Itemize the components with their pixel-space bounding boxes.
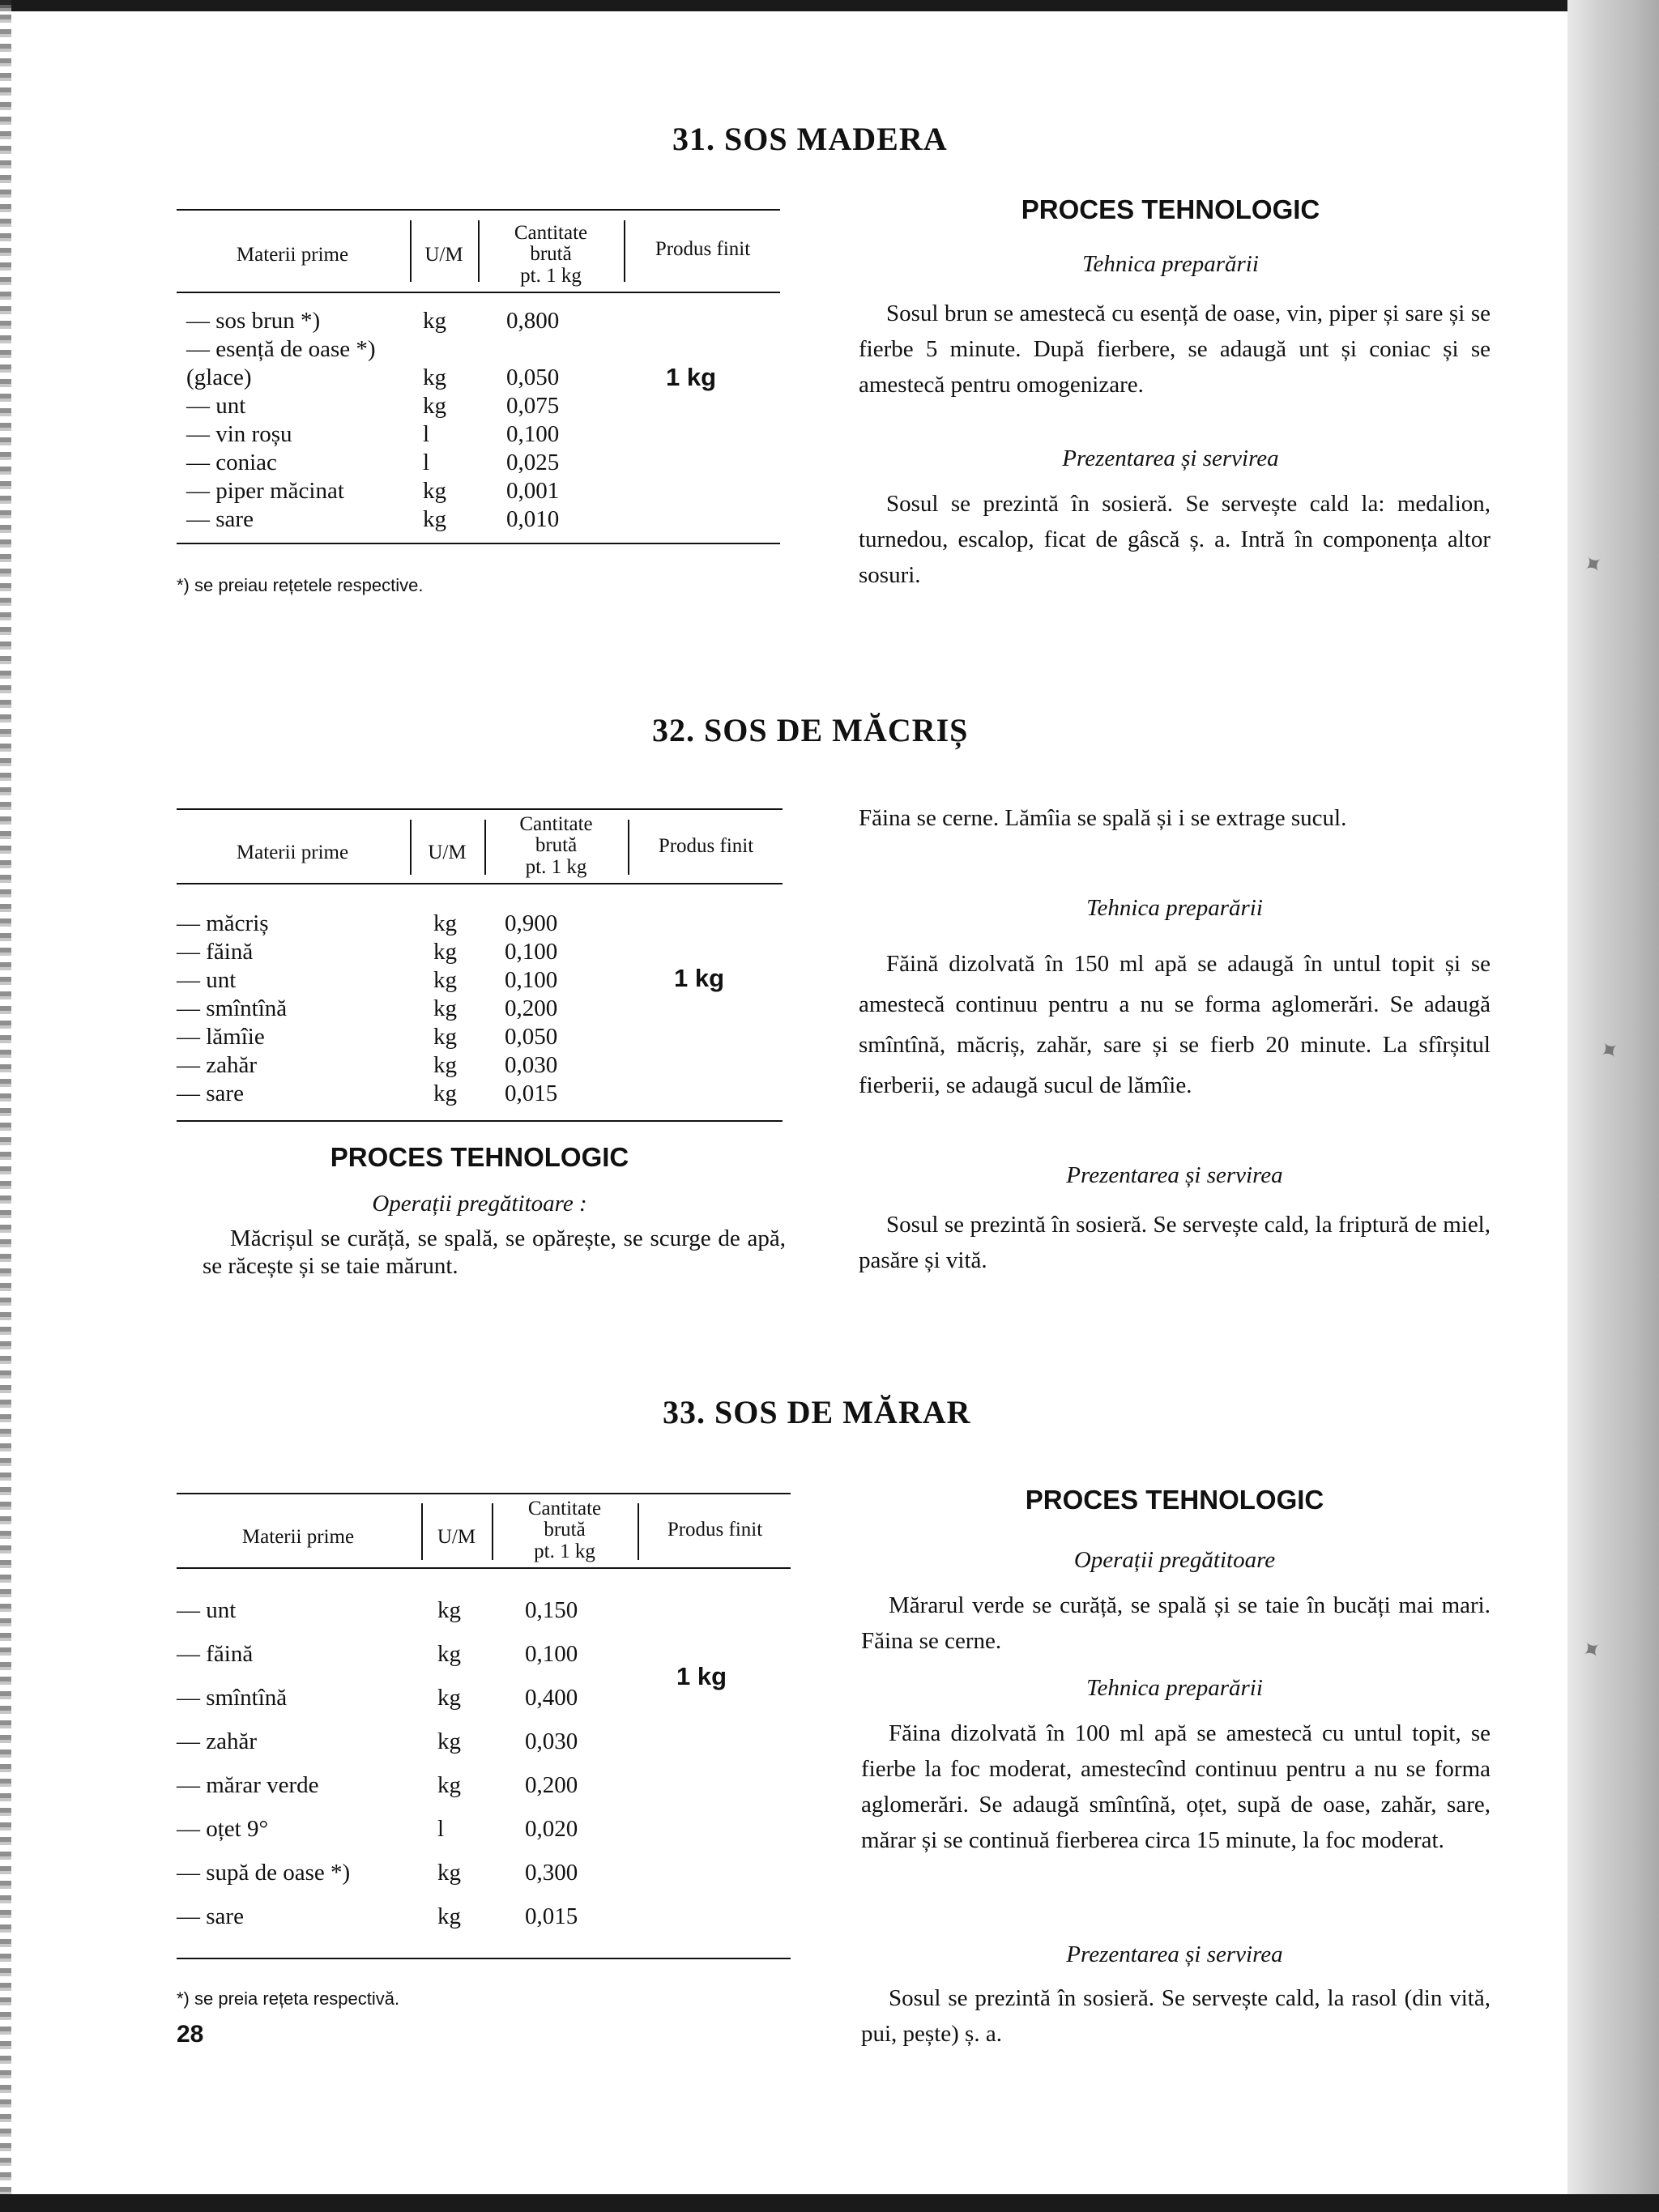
ingredient-um: kg xyxy=(433,939,457,965)
ingredient-um: kg xyxy=(433,1024,457,1050)
col-header-produs: Produs finit xyxy=(655,238,751,260)
col-header-cantitate: Cantitate brută pt. 1 kg xyxy=(514,222,588,287)
ingredient-um: kg xyxy=(433,910,457,936)
section-32-text-prezentare: Sosul se prezintă în sosieră. Se servește cald, la friptură de miel, pasăre și vită. xyxy=(859,1212,1491,1273)
scan-bottom-edge xyxy=(0,2194,1659,2212)
ingredient-qty: 0,200 xyxy=(505,995,558,1021)
section-31-text-prezentare: Sosul se prezintă în sosieră. Se servește cald la: medalion, turnedou, escalop, ficat de gâscă ș. a. Intră în componența altor sosuri. xyxy=(859,491,1491,588)
ingredient-qty: 0,075 xyxy=(506,393,560,419)
ingredient-um: kg xyxy=(433,995,457,1021)
section-31-subtitle-tehnica: Tehnica preparării xyxy=(1082,251,1259,277)
product-quantity: 1 kg xyxy=(676,1662,727,1690)
ingredient-name: — unt xyxy=(186,393,246,419)
ingredient-qty: 0,015 xyxy=(505,1080,558,1106)
ingredient-qty: 0,015 xyxy=(525,1903,578,1929)
ingredient-name: — făină xyxy=(177,1641,254,1667)
section-32-text-operatii: Măcrișul se curăță, se spală, se opărește, se scurge de apă, se răcește și se taie mărunt. xyxy=(203,1225,786,1279)
section-31-process-heading: PROCES TEHNOLOGIC xyxy=(1021,194,1320,224)
scan-left-edge xyxy=(0,0,11,2212)
ingredient-name: — mărar verde xyxy=(177,1772,319,1798)
section-33-text-tehnica: Făina dizolvată în 100 ml apă se amestecă cu untul topit, se fierbe la foc moderat, amestecînd continuu pentru a nu se forma aglomerări. Se adaugă smîntînă, oțet, supă de oase, zahăr, sare, mărar și se continuă fierberea circa 15 minute, la foc moderat. xyxy=(861,1720,1491,1853)
section-33-subtitle-tehnica: Tehnica preparării xyxy=(1086,1675,1263,1701)
ingredient-qty: 0,100 xyxy=(505,939,558,965)
section-31-text-tehnica: Sosul brun se amestecă cu esență de oase, vin, piper și sare și se fierbe 5 minute. După fierbere, se adaugă unt și coniac și se amestecă pentru omogenizare. xyxy=(859,300,1491,398)
product-quantity: 1 kg xyxy=(666,363,717,391)
ingredient-name: — piper măcinat xyxy=(186,478,344,504)
ingredient-um: kg xyxy=(423,308,446,334)
ingredient-um: kg xyxy=(437,1641,461,1667)
ingredient-name: — coniac xyxy=(186,450,277,475)
section-33-process-heading: PROCES TEHNOLOGIC xyxy=(1025,1485,1324,1515)
section-31-title: 31. SOS MADERA xyxy=(672,121,948,157)
ingredient-um: l xyxy=(423,421,430,447)
col-header-um: U/M xyxy=(424,244,463,266)
ingredient-qty: 0,010 xyxy=(506,506,560,532)
col-header-materii: Materii prime xyxy=(241,1526,355,1548)
section-33-title: 33. SOS DE MĂRAR xyxy=(663,1394,971,1430)
ingredient-name: — zahăr xyxy=(177,1052,258,1078)
section-32-title: 32. SOS DE MĂCRIȘ xyxy=(652,712,969,748)
section-33-text-prezentare: Sosul se prezintă în sosieră. Se servește cald, la rasol (din vită, pui, pește) ș. a. xyxy=(861,1985,1491,2047)
ingredient-um: kg xyxy=(437,1903,461,1929)
section-33-subtitle-prezentare: Prezentarea și servirea xyxy=(1066,1941,1283,1967)
ingredient-um: kg xyxy=(437,1860,461,1886)
ingredient-qty: 0,030 xyxy=(505,1052,558,1078)
ingredient-name: — smîntînă xyxy=(177,1685,288,1711)
ingredient-qty: 0,050 xyxy=(506,364,560,390)
col-header-cantitate: Cantitate brută pt. 1 kg xyxy=(519,813,593,878)
ingredient-qty: 0,025 xyxy=(506,450,560,475)
section-32-subtitle-prezentare: Prezentarea și servirea xyxy=(1066,1162,1283,1188)
ingredient-name: — lămîie xyxy=(177,1024,265,1050)
ingredient-qty: 0,200 xyxy=(525,1772,578,1798)
section-32-subtitle-tehnica: Tehnica preparării xyxy=(1086,895,1263,921)
ingredient-um: l xyxy=(437,1816,445,1842)
section-33-text-operatii: Mărarul verde se curăță, se spală și se taie în bucăți mai mari. Făina se cerne. xyxy=(861,1592,1491,1654)
page-number: 28 xyxy=(177,2021,204,2048)
ingredient-name: — unt xyxy=(177,967,237,993)
ingredient-um: kg xyxy=(423,506,446,532)
ingredient-qty: 0,400 xyxy=(525,1685,578,1711)
section-33-footnote: *) se preia rețeta respectivă. xyxy=(177,1988,400,2009)
ingredient-qty: 0,100 xyxy=(505,967,558,993)
section-31-footnote: *) se preiau rețetele respective. xyxy=(177,575,424,595)
col-header-materii: Materii prime xyxy=(236,244,349,266)
ingredient-um: kg xyxy=(437,1685,461,1711)
ingredient-qty: 0,300 xyxy=(525,1860,578,1886)
ingredient-name: — sos brun *) xyxy=(186,308,321,334)
ingredient-um: kg xyxy=(423,393,446,419)
ingredient-name: — esență de oase *) xyxy=(186,336,376,362)
ingredient-name: — supă de oase *) xyxy=(177,1860,351,1886)
ingredient-name: — unt xyxy=(177,1597,237,1623)
scan-right-page-edge: ✦ ✦ ✦ xyxy=(1567,0,1659,2212)
ingredient-um: l xyxy=(423,450,430,475)
ingredient-name: — zahăr xyxy=(177,1728,258,1754)
ingredient-um: kg xyxy=(437,1772,461,1798)
ingredient-name: — smîntînă xyxy=(177,995,288,1021)
section-33-subtitle-operatii: Operații pregătitoare xyxy=(1073,1547,1276,1573)
ingredient-qty: 0,900 xyxy=(505,910,558,936)
col-header-cantitate: Cantitate brută pt. 1 kg xyxy=(527,1498,602,1562)
ingredient-name: — măcriș xyxy=(177,910,269,936)
ingredient-name: — sare xyxy=(177,1080,244,1106)
product-quantity: 1 kg xyxy=(674,964,725,992)
section-31-subtitle-prezentare: Prezentarea și servirea xyxy=(1062,445,1279,471)
col-header-um: U/M xyxy=(437,1526,476,1548)
ingredient-qty: 0,050 xyxy=(505,1024,558,1050)
section-32-subtitle-operatii: Operații pregătitoare : xyxy=(372,1191,587,1217)
ingredient-name: (glace) xyxy=(186,364,252,390)
ingredient-um: kg xyxy=(423,478,446,504)
ingredient-name: — sare xyxy=(177,1903,244,1929)
ingredient-um: kg xyxy=(423,364,446,390)
ingredient-um: kg xyxy=(437,1728,461,1754)
ingredient-qty: 0,150 xyxy=(525,1597,578,1623)
ingredient-qty: 0,001 xyxy=(506,478,560,504)
ingredient-name: — vin roșu xyxy=(186,421,292,447)
ingredient-qty: 0,100 xyxy=(525,1641,578,1667)
section-32-text-intro: Făina se cerne. Lămîia se spală și i se extrage sucul. xyxy=(859,805,1347,831)
col-header-materii: Materii prime xyxy=(236,842,349,863)
col-header-produs: Produs finit xyxy=(658,835,754,857)
section-32-process-heading: PROCES TEHNOLOGIC xyxy=(330,1142,629,1172)
scan-top-edge xyxy=(0,0,1659,11)
section-32-text-tehnica: Făină dizolvată în 150 ml apă se adaugă în untul topit și se amestecă continuu pentru a nu se forma aglomerări. Se adaugă smîntînă, măcriș, zahăr, sare și se fierb 20 minute. La sfîrșitul fierberii, se adaugă sucul de lămîie. xyxy=(859,951,1491,1098)
ingredient-um: kg xyxy=(433,1080,457,1106)
ingredient-qty: 0,100 xyxy=(506,421,560,447)
ingredient-name: — făină xyxy=(177,939,254,965)
ingredient-um: kg xyxy=(437,1597,461,1623)
col-header-produs: Produs finit xyxy=(667,1519,763,1541)
ingredient-name: — oțet 9° xyxy=(177,1816,269,1842)
col-header-um: U/M xyxy=(428,842,467,863)
ingredient-qty: 0,020 xyxy=(525,1816,578,1842)
ingredient-um: kg xyxy=(433,1052,457,1078)
ingredient-um: kg xyxy=(433,967,457,993)
ingredient-name: — sare xyxy=(186,506,254,532)
ingredient-qty: 0,030 xyxy=(525,1728,578,1754)
ingredient-qty: 0,800 xyxy=(506,308,560,334)
